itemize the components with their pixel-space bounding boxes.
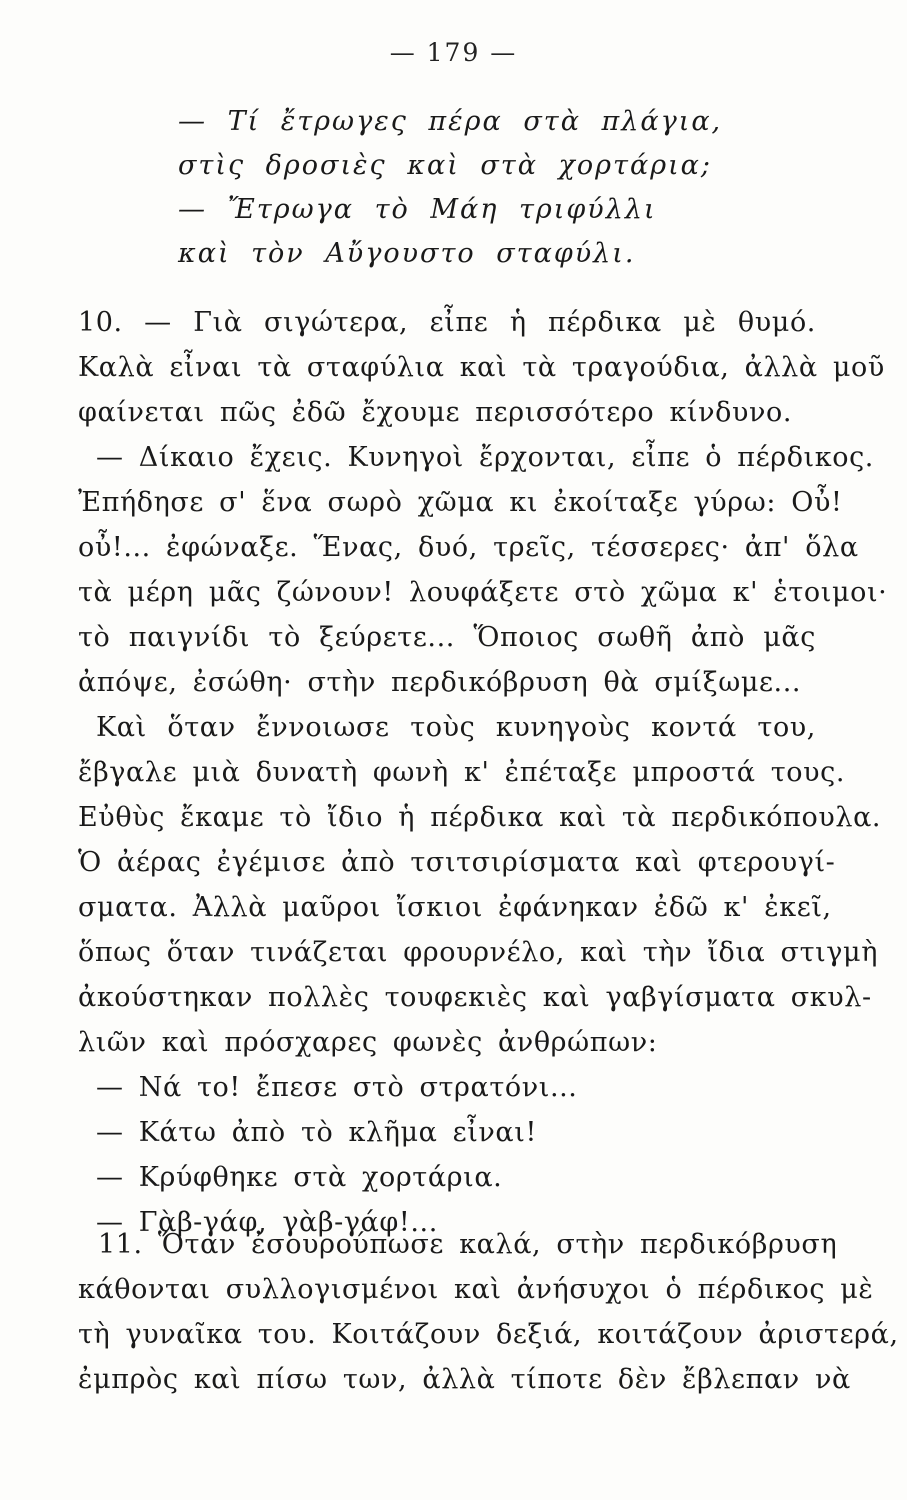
text-line: ἔβγαλε μιὰ δυνατὴ φωνὴ κ' ἐπέταξε μπροστά τους. (78, 757, 846, 788)
dialog-line: — Γὰβ-γάφ, γὰβ-γάφ!... (96, 1207, 438, 1238)
text-line: Ὁ ἀέρας ἐγέμισε ἀπὸ τσιτσιρίσματα καὶ φτερουγί- (78, 847, 836, 878)
text-line: σματα. Ἀλλὰ μαῦροι ἴσκιοι ἐφάνηκαν ἐδῶ κ' ἐκεῖ, (78, 892, 832, 923)
text-line: τὰ μέρη μᾶς ζώνουν! λουφάξετε στὸ χῶμα κ' ἑτοιμοι· (78, 577, 888, 608)
text-line: Ἐπήδησε σ' ἕνα σωρὸ χῶμα κι ἐκοίταξε γύρω: Οὖ! (78, 487, 843, 518)
text-line: Καὶ ὅταν ἔννοιωσε τοὺς κυνηγοὺς κοντά του, (96, 712, 816, 743)
text-line: 11. Ὅταν ἐσουρούπωσε καλά, στὴν περδικόβρυση (98, 1229, 838, 1260)
dialog-line: — Νά το! ἔπεσε στὸ στρατόνι... (96, 1072, 578, 1103)
text-line: ἐμπρὸς καὶ πίσω των, ἀλλὰ τίποτε δὲν ἔβλεπαν νὰ (78, 1364, 851, 1395)
text-line: οὖ!... ἐφώναξε. Ἕνας, δυό, τρεῖς, τέσσερες· ἀπ' ὅλα (78, 532, 859, 563)
text-line: φαίνεται πῶς ἐδῶ ἔχουμε περισσότερο κίνδυνο. (78, 397, 793, 428)
text-line: κάθονται συλλογισμένοι καὶ ἀνήσυχοι ὁ πέρδικος μὲ (78, 1274, 874, 1305)
text-line: Καλὰ εἶναι τὰ σταφύλια καὶ τὰ τραγούδια, ἀλλὰ μοῦ (78, 352, 885, 383)
dialog-line: — Κρύφθηκε στὰ χορτάρια. (96, 1162, 503, 1193)
text-line: 10. — Γιὰ σιγώτερα, εἶπε ἡ πέρδικα μὲ θυμό. (78, 307, 816, 338)
text-line: — Δίκαιο ἔχεις. Κυνηγοὶ ἔρχονται, εἶπε ὁ πέρδικος. (96, 442, 874, 473)
text-line: ἀπόψε, ἐσώθη· στὴν περδικόβρυση θὰ σμίξωμε... (78, 667, 802, 698)
poem-line: καὶ τὸν Αὔγουστο σταφύλι. (178, 238, 636, 269)
page-number: — 179 — (389, 38, 518, 67)
section-11-text (78, 1222, 899, 1402)
text-line: Εὐθὺς ἔκαμε τὸ ἴδιο ἡ πέρδικα καὶ τὰ περδικόπουλα. (78, 802, 882, 833)
poem-line: — Ἔτρωγα τὸ Μάη τριφύλλι (178, 194, 657, 225)
text-line: τὴ γυναῖκα του. Κοιτάζουν δεξιά, κοιτάζουν ἀριστερά, (78, 1319, 899, 1350)
poem-line: στὶς δροσιὲς καὶ στὰ χορτάρια; (178, 150, 712, 181)
poem-line: — Τί ἔτρωγες πέρα στὰ πλάγια, (178, 106, 723, 137)
text-line: ἀκούστηκαν πολλὲς τουφεκιὲς καὶ γαβγίσματα σκυλ- (78, 982, 872, 1013)
section-10-text (78, 300, 888, 1245)
text-line: λιῶν καὶ πρόσχαρες φωνὲς ἀνθρώπων: (78, 1027, 658, 1058)
text-line: τὸ παιγνίδι τὸ ξεύρετε... Ὅποιος σωθῆ ἀπὸ μᾶς (78, 622, 816, 653)
poem-stanza (178, 100, 723, 276)
dialog-line: — Κάτω ἀπὸ τὸ κλῆμα εἶναι! (96, 1117, 537, 1148)
text-line: ὅπως ὅταν τινάζεται φρουρνέλο, καὶ τὴν ἴδια στιγμὴ (78, 937, 878, 968)
